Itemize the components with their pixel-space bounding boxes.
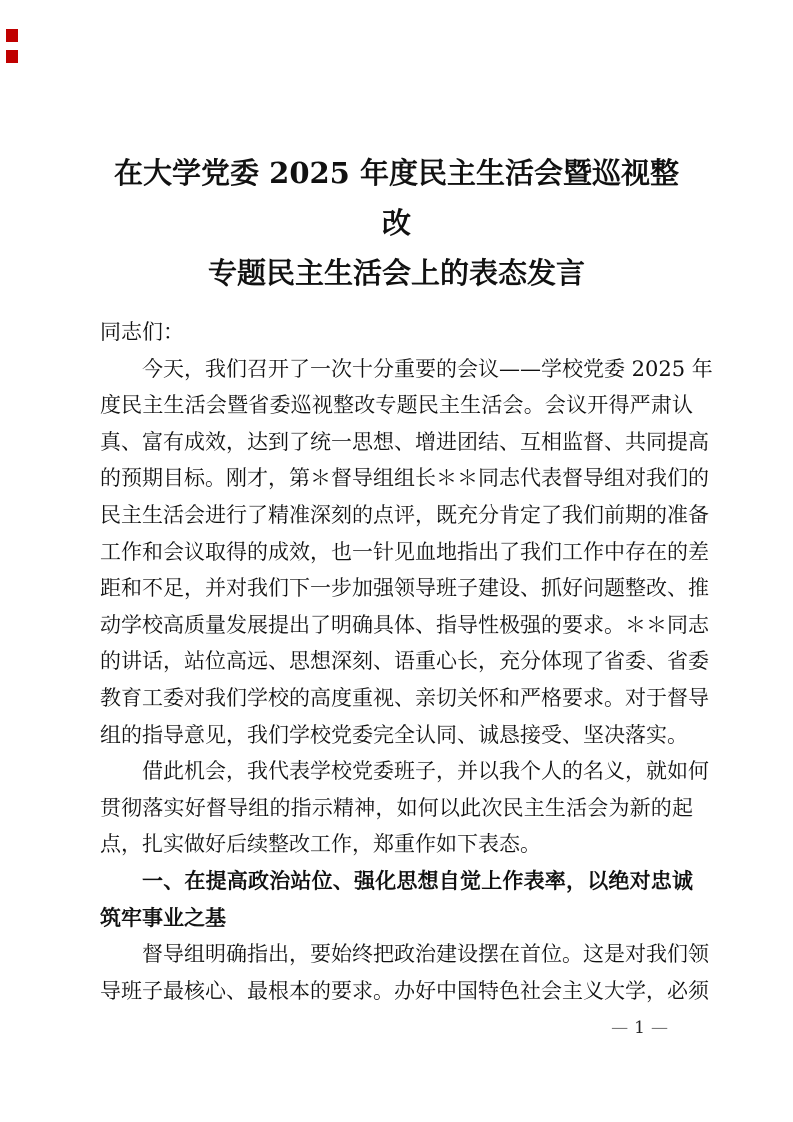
body-line: 民主生活会进行了精准深刻的点评，既充分肯定了我们前期的准备 — [100, 502, 709, 527]
footer-right-dash: — — [651, 1018, 668, 1038]
document-body — [100, 314, 713, 1009]
body-line: 组的指导意见，我们学校党委完全认同、诚恳接受、坚决落实。 — [100, 722, 688, 747]
red-mark-top — [6, 29, 18, 42]
title-line-2: 专题民主生活会上的表态发言 — [207, 256, 585, 290]
page-number: 1 — [634, 1018, 645, 1038]
body-line: 的预期目标。刚才，第＊督导组组长＊＊同志代表督导组对我们的 — [100, 466, 709, 491]
body-line: 动学校高质量发展提出了明确具体、指导性极强的要求。＊＊同志 — [100, 612, 709, 637]
body-line: 今天，我们召开了一次十分重要的会议——学校党委 2025 年 — [142, 356, 713, 381]
red-mark-bottom — [6, 50, 18, 63]
body-line: 督导组明确指出，要始终把政治建设摆在首位。这是对我们领 — [142, 942, 709, 967]
body-line: 度民主生活会暨省委巡视整改专题民主生活会。会议开得严肃认 — [100, 393, 693, 418]
salutation-line: 同志们： — [100, 320, 184, 344]
red-corner-marks — [6, 29, 18, 71]
title-line-1: 在大学党委 2025 年度民主生活会暨巡视整改 — [114, 156, 679, 240]
page-footer — [611, 1016, 668, 1040]
section-heading-line: 一、在提高政治站位、强化思想自觉上作表率，以绝对忠诚 — [142, 868, 693, 893]
body-line: 点，扎实做好后续整改工作，郑重作如下表态。 — [100, 832, 541, 857]
body-line: 贯彻落实好督导组的指示精神，如何以此次民主生活会为新的起 — [100, 795, 693, 820]
section-heading-line: 筑牢事业之基 — [100, 905, 226, 930]
body-line: 的讲话，站位高远、思想深刻、语重心长，充分体现了省委、省委 — [100, 649, 709, 674]
body-line: 教育工委对我们学校的高度重视、亲切关怀和严格要求。对于督导 — [100, 685, 709, 710]
body-line: 借此机会，我代表学校党委班子，并以我个人的名义，就如何 — [142, 759, 709, 784]
document-title — [100, 148, 693, 298]
body-line: 真、富有成效，达到了统一思想、增进团结、互相监督、共同提高 — [100, 429, 709, 454]
footer-left-dash: — — [611, 1018, 629, 1038]
body-line: 工作和会议取得的成效，也一针见血地指出了我们工作中存在的差 — [100, 539, 709, 564]
body-line: 导班子最核心、最根本的要求。办好中国特色社会主义大学，必须 — [100, 978, 709, 1003]
body-line: 距和不足，并对我们下一步加强领导班子建设、抓好问题整改、推 — [100, 576, 709, 601]
